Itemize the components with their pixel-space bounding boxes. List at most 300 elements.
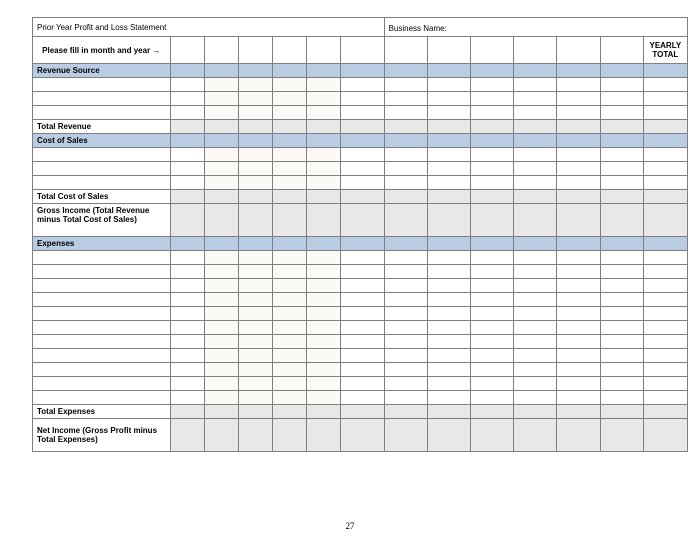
amount-cell[interactable] [307,251,341,265]
amount-cell[interactable] [204,419,238,452]
amount-cell[interactable] [470,148,513,162]
amount-cell[interactable] [307,349,341,363]
amount-cell[interactable] [514,405,557,419]
amount-cell[interactable] [307,419,341,452]
amount-cell[interactable] [341,120,384,134]
amount-cell[interactable] [470,78,513,92]
amount-cell[interactable] [238,419,272,452]
amount-cell[interactable] [643,251,687,265]
line-item-name-input[interactable] [33,391,171,405]
line-item-name-input[interactable] [33,265,171,279]
amount-cell[interactable] [384,176,427,190]
amount-cell[interactable] [238,190,272,204]
amount-cell[interactable] [427,321,470,335]
amount-cell[interactable] [514,78,557,92]
amount-cell[interactable] [341,106,384,120]
amount-cell[interactable] [204,106,238,120]
amount-cell[interactable] [600,335,643,349]
amount-cell[interactable] [341,162,384,176]
amount-cell[interactable] [273,106,307,120]
amount-cell[interactable] [238,251,272,265]
amount-cell[interactable] [204,405,238,419]
amount-cell[interactable] [470,293,513,307]
amount-cell[interactable] [307,293,341,307]
amount-cell[interactable] [470,265,513,279]
amount-cell[interactable] [170,307,204,321]
amount-cell[interactable] [643,321,687,335]
amount-cell[interactable] [427,148,470,162]
amount-cell[interactable] [600,92,643,106]
amount-cell[interactable] [600,363,643,377]
amount-cell[interactable] [307,335,341,349]
amount-cell[interactable] [307,106,341,120]
amount-cell[interactable] [341,293,384,307]
line-item-name-input[interactable] [33,251,171,265]
amount-cell[interactable] [341,321,384,335]
amount-cell[interactable] [514,279,557,293]
amount-cell[interactable] [643,377,687,391]
amount-cell[interactable] [238,335,272,349]
month-input-9[interactable] [470,37,513,64]
amount-cell[interactable] [238,391,272,405]
amount-cell[interactable] [427,106,470,120]
amount-cell[interactable] [470,363,513,377]
amount-cell[interactable] [307,363,341,377]
amount-cell[interactable] [600,176,643,190]
amount-cell[interactable] [384,349,427,363]
amount-cell[interactable] [384,391,427,405]
amount-cell[interactable] [204,204,238,237]
month-input-10[interactable] [514,37,557,64]
month-input-4[interactable] [273,37,307,64]
amount-cell[interactable] [238,405,272,419]
amount-cell[interactable] [643,349,687,363]
month-input-12[interactable] [600,37,643,64]
amount-cell[interactable] [470,176,513,190]
amount-cell[interactable] [238,204,272,237]
amount-cell[interactable] [307,377,341,391]
amount-cell[interactable] [273,335,307,349]
amount-cell[interactable] [341,204,384,237]
amount-cell[interactable] [600,349,643,363]
amount-cell[interactable] [384,419,427,452]
amount-cell[interactable] [273,204,307,237]
amount-cell[interactable] [204,92,238,106]
amount-cell[interactable] [341,349,384,363]
amount-cell[interactable] [514,148,557,162]
amount-cell[interactable] [307,162,341,176]
amount-cell[interactable] [514,190,557,204]
amount-cell[interactable] [170,335,204,349]
amount-cell[interactable] [600,148,643,162]
amount-cell[interactable] [273,405,307,419]
amount-cell[interactable] [384,363,427,377]
amount-cell[interactable] [384,265,427,279]
amount-cell[interactable] [204,120,238,134]
amount-cell[interactable] [204,190,238,204]
amount-cell[interactable] [514,293,557,307]
amount-cell[interactable] [643,190,687,204]
amount-cell[interactable] [204,279,238,293]
amount-cell[interactable] [427,335,470,349]
amount-cell[interactable] [470,377,513,391]
amount-cell[interactable] [643,148,687,162]
amount-cell[interactable] [273,419,307,452]
amount-cell[interactable] [643,78,687,92]
amount-cell[interactable] [238,120,272,134]
amount-cell[interactable] [427,377,470,391]
amount-cell[interactable] [273,265,307,279]
amount-cell[interactable] [600,391,643,405]
amount-cell[interactable] [170,92,204,106]
amount-cell[interactable] [427,293,470,307]
amount-cell[interactable] [643,419,687,452]
amount-cell[interactable] [470,391,513,405]
amount-cell[interactable] [341,176,384,190]
amount-cell[interactable] [514,419,557,452]
line-item-name-input[interactable] [33,293,171,307]
amount-cell[interactable] [170,279,204,293]
amount-cell[interactable] [341,190,384,204]
amount-cell[interactable] [204,377,238,391]
amount-cell[interactable] [341,419,384,452]
line-item-name-input[interactable] [33,377,171,391]
amount-cell[interactable] [427,120,470,134]
amount-cell[interactable] [427,307,470,321]
amount-cell[interactable] [470,405,513,419]
amount-cell[interactable] [273,363,307,377]
amount-cell[interactable] [307,265,341,279]
amount-cell[interactable] [341,78,384,92]
amount-cell[interactable] [514,335,557,349]
amount-cell[interactable] [514,321,557,335]
amount-cell[interactable] [600,190,643,204]
amount-cell[interactable] [557,190,600,204]
amount-cell[interactable] [341,92,384,106]
amount-cell[interactable] [238,293,272,307]
amount-cell[interactable] [514,251,557,265]
amount-cell[interactable] [600,279,643,293]
amount-cell[interactable] [557,148,600,162]
amount-cell[interactable] [557,78,600,92]
month-input-7[interactable] [384,37,427,64]
amount-cell[interactable] [427,279,470,293]
amount-cell[interactable] [427,176,470,190]
amount-cell[interactable] [557,391,600,405]
amount-cell[interactable] [307,190,341,204]
amount-cell[interactable] [273,148,307,162]
amount-cell[interactable] [341,265,384,279]
amount-cell[interactable] [204,335,238,349]
amount-cell[interactable] [470,419,513,452]
amount-cell[interactable] [273,279,307,293]
amount-cell[interactable] [307,120,341,134]
amount-cell[interactable] [238,265,272,279]
amount-cell[interactable] [238,363,272,377]
amount-cell[interactable] [600,307,643,321]
amount-cell[interactable] [384,377,427,391]
amount-cell[interactable] [557,176,600,190]
amount-cell[interactable] [427,265,470,279]
amount-cell[interactable] [427,363,470,377]
amount-cell[interactable] [204,176,238,190]
line-item-name-input[interactable] [33,106,171,120]
amount-cell[interactable] [273,321,307,335]
amount-cell[interactable] [170,106,204,120]
amount-cell[interactable] [600,405,643,419]
amount-cell[interactable] [307,176,341,190]
amount-cell[interactable] [643,162,687,176]
amount-cell[interactable] [514,204,557,237]
amount-cell[interactable] [170,176,204,190]
amount-cell[interactable] [557,265,600,279]
amount-cell[interactable] [273,377,307,391]
amount-cell[interactable] [470,307,513,321]
amount-cell[interactable] [204,391,238,405]
amount-cell[interactable] [643,335,687,349]
amount-cell[interactable] [238,162,272,176]
amount-cell[interactable] [273,120,307,134]
amount-cell[interactable] [514,349,557,363]
amount-cell[interactable] [384,204,427,237]
line-item-name-input[interactable] [33,321,171,335]
amount-cell[interactable] [600,204,643,237]
line-item-name-input[interactable] [33,78,171,92]
line-item-name-input[interactable] [33,92,171,106]
month-input-6[interactable] [341,37,384,64]
amount-cell[interactable] [170,78,204,92]
amount-cell[interactable] [384,293,427,307]
month-input-11[interactable] [557,37,600,64]
amount-cell[interactable] [514,265,557,279]
amount-cell[interactable] [341,391,384,405]
business-name-field[interactable]: Business Name: [384,18,687,37]
amount-cell[interactable] [557,349,600,363]
amount-cell[interactable] [427,204,470,237]
amount-cell[interactable] [384,78,427,92]
amount-cell[interactable] [307,148,341,162]
amount-cell[interactable] [341,251,384,265]
amount-cell[interactable] [384,162,427,176]
amount-cell[interactable] [643,293,687,307]
amount-cell[interactable] [204,293,238,307]
amount-cell[interactable] [341,307,384,321]
amount-cell[interactable] [557,307,600,321]
amount-cell[interactable] [514,391,557,405]
amount-cell[interactable] [170,363,204,377]
amount-cell[interactable] [384,120,427,134]
amount-cell[interactable] [384,251,427,265]
amount-cell[interactable] [273,307,307,321]
amount-cell[interactable] [238,349,272,363]
line-item-name-input[interactable] [33,176,171,190]
amount-cell[interactable] [307,279,341,293]
amount-cell[interactable] [307,391,341,405]
amount-cell[interactable] [470,162,513,176]
amount-cell[interactable] [273,190,307,204]
amount-cell[interactable] [238,106,272,120]
amount-cell[interactable] [170,377,204,391]
amount-cell[interactable] [170,190,204,204]
amount-cell[interactable] [427,251,470,265]
amount-cell[interactable] [557,120,600,134]
amount-cell[interactable] [470,279,513,293]
amount-cell[interactable] [238,148,272,162]
amount-cell[interactable] [238,176,272,190]
amount-cell[interactable] [341,148,384,162]
amount-cell[interactable] [470,120,513,134]
amount-cell[interactable] [514,176,557,190]
amount-cell[interactable] [557,92,600,106]
amount-cell[interactable] [557,251,600,265]
amount-cell[interactable] [307,321,341,335]
amount-cell[interactable] [341,377,384,391]
amount-cell[interactable] [427,405,470,419]
amount-cell[interactable] [643,405,687,419]
amount-cell[interactable] [238,279,272,293]
amount-cell[interactable] [600,377,643,391]
amount-cell[interactable] [557,405,600,419]
amount-cell[interactable] [427,92,470,106]
amount-cell[interactable] [427,190,470,204]
amount-cell[interactable] [557,321,600,335]
amount-cell[interactable] [204,148,238,162]
amount-cell[interactable] [170,251,204,265]
amount-cell[interactable] [238,78,272,92]
amount-cell[interactable] [643,204,687,237]
amount-cell[interactable] [600,251,643,265]
amount-cell[interactable] [643,391,687,405]
line-item-name-input[interactable] [33,148,171,162]
amount-cell[interactable] [341,405,384,419]
amount-cell[interactable] [600,120,643,134]
amount-cell[interactable] [307,78,341,92]
amount-cell[interactable] [514,377,557,391]
month-input-1[interactable] [170,37,204,64]
amount-cell[interactable] [384,307,427,321]
amount-cell[interactable] [557,363,600,377]
amount-cell[interactable] [470,92,513,106]
amount-cell[interactable] [170,321,204,335]
amount-cell[interactable] [238,321,272,335]
line-item-name-input[interactable] [33,279,171,293]
amount-cell[interactable] [273,293,307,307]
amount-cell[interactable] [643,176,687,190]
amount-cell[interactable] [470,349,513,363]
amount-cell[interactable] [600,265,643,279]
amount-cell[interactable] [600,106,643,120]
line-item-name-input[interactable] [33,335,171,349]
month-input-5[interactable] [307,37,341,64]
amount-cell[interactable] [384,335,427,349]
amount-cell[interactable] [557,377,600,391]
amount-cell[interactable] [470,321,513,335]
amount-cell[interactable] [341,335,384,349]
month-input-2[interactable] [204,37,238,64]
amount-cell[interactable] [514,106,557,120]
amount-cell[interactable] [557,293,600,307]
amount-cell[interactable] [384,279,427,293]
amount-cell[interactable] [204,78,238,92]
amount-cell[interactable] [384,405,427,419]
amount-cell[interactable] [238,377,272,391]
amount-cell[interactable] [170,162,204,176]
amount-cell[interactable] [514,307,557,321]
amount-cell[interactable] [341,363,384,377]
amount-cell[interactable] [170,148,204,162]
amount-cell[interactable] [643,279,687,293]
amount-cell[interactable] [204,321,238,335]
amount-cell[interactable] [470,204,513,237]
amount-cell[interactable] [643,92,687,106]
amount-cell[interactable] [600,293,643,307]
amount-cell[interactable] [384,106,427,120]
amount-cell[interactable] [170,265,204,279]
amount-cell[interactable] [170,349,204,363]
amount-cell[interactable] [514,363,557,377]
month-input-3[interactable] [238,37,272,64]
amount-cell[interactable] [643,363,687,377]
amount-cell[interactable] [643,307,687,321]
amount-cell[interactable] [273,391,307,405]
amount-cell[interactable] [273,251,307,265]
amount-cell[interactable] [204,307,238,321]
amount-cell[interactable] [307,92,341,106]
amount-cell[interactable] [427,419,470,452]
amount-cell[interactable] [557,106,600,120]
amount-cell[interactable] [643,106,687,120]
amount-cell[interactable] [514,92,557,106]
amount-cell[interactable] [384,92,427,106]
line-item-name-input[interactable] [33,363,171,377]
amount-cell[interactable] [557,204,600,237]
amount-cell[interactable] [600,162,643,176]
line-item-name-input[interactable] [33,162,171,176]
amount-cell[interactable] [470,251,513,265]
amount-cell[interactable] [307,307,341,321]
amount-cell[interactable] [600,78,643,92]
amount-cell[interactable] [514,120,557,134]
amount-cell[interactable] [427,349,470,363]
amount-cell[interactable] [273,176,307,190]
line-item-name-input[interactable] [33,349,171,363]
month-input-8[interactable] [427,37,470,64]
amount-cell[interactable] [557,162,600,176]
amount-cell[interactable] [238,307,272,321]
amount-cell[interactable] [557,279,600,293]
amount-cell[interactable] [384,321,427,335]
amount-cell[interactable] [273,92,307,106]
amount-cell[interactable] [273,349,307,363]
amount-cell[interactable] [170,419,204,452]
amount-cell[interactable] [557,419,600,452]
amount-cell[interactable] [170,120,204,134]
amount-cell[interactable] [384,148,427,162]
amount-cell[interactable] [514,162,557,176]
amount-cell[interactable] [170,204,204,237]
amount-cell[interactable] [427,162,470,176]
amount-cell[interactable] [273,162,307,176]
amount-cell[interactable] [384,190,427,204]
amount-cell[interactable] [238,92,272,106]
amount-cell[interactable] [170,391,204,405]
amount-cell[interactable] [170,293,204,307]
amount-cell[interactable] [204,349,238,363]
amount-cell[interactable] [273,78,307,92]
amount-cell[interactable] [204,363,238,377]
amount-cell[interactable] [643,120,687,134]
amount-cell[interactable] [204,251,238,265]
